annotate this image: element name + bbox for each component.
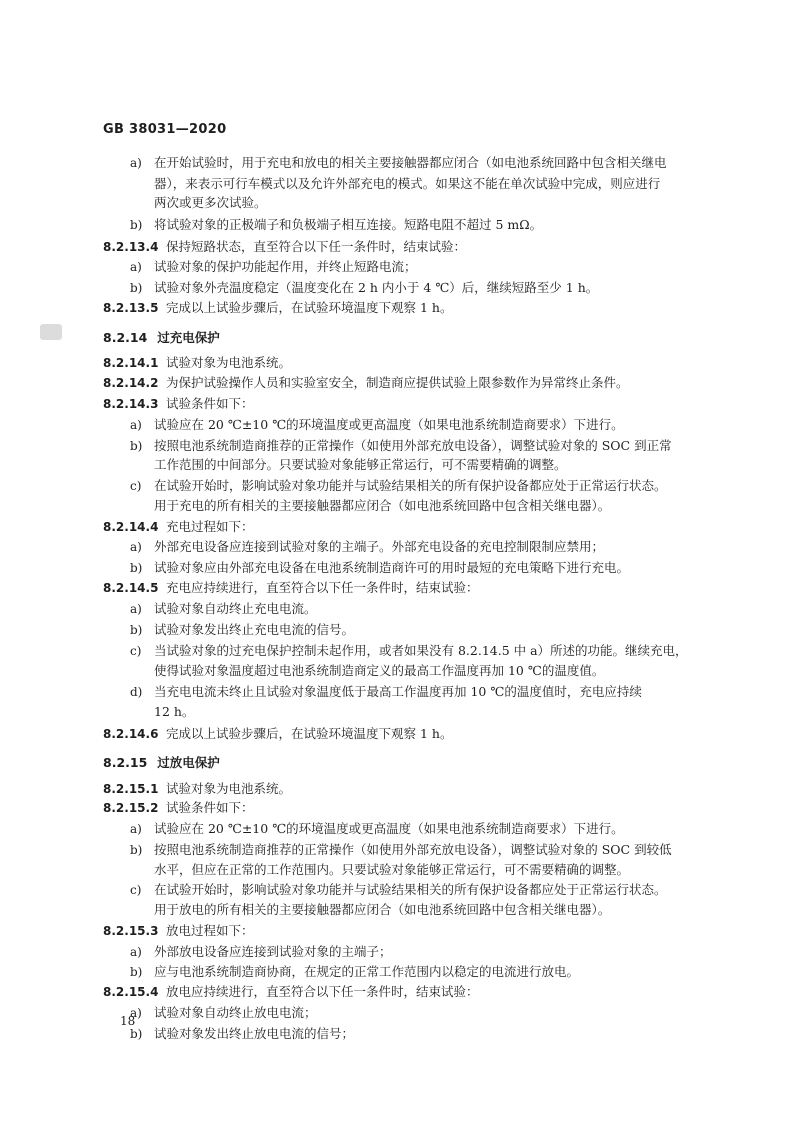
list-marker: b) <box>130 439 143 453</box>
list-marker: c) <box>130 479 142 493</box>
list-item-text: 试验对象的保护功能起作用，并终止短路电流； <box>154 259 417 274</box>
list-marker: a) <box>130 156 142 170</box>
list-marker: c) <box>130 883 142 897</box>
continuation-text: 两次或更多次试验。 <box>154 195 267 210</box>
list-marker: d) <box>130 685 143 699</box>
page-number: 18 <box>120 1014 136 1028</box>
continuation-text: 工作范围的中间部分。只要试验对象能够正常运行，可不需要精确的调整。 <box>154 457 567 472</box>
clause-text: 试验条件如下： <box>166 396 254 411</box>
clause-text: 保持短路状态，直至符合以下任一条件时，结束试验： <box>166 239 467 254</box>
list-item-text: 当充电电流未终止且试验对象温度低于最高工作温度再加 10 ℃的温度值时，充电应持续 <box>154 684 642 699</box>
section-title: 过充电保护 <box>157 330 220 345</box>
clause-text: 试验对象为电池系统。 <box>166 355 292 370</box>
clause-number: 8.2.15.3 <box>103 924 159 938</box>
continuation-text: 用于放电的所有相关的主要接触器都应闭合（如电池系统回路中包含相关继电器）。 <box>154 902 611 917</box>
list-item-text: 按照电池系统制造商推荐的正常操作（如使用外部充放电设备），调整试验对象的 SOC 到正常 <box>154 438 672 453</box>
clause-number: 8.2.14.3 <box>103 397 159 411</box>
clause-text: 试验条件如下： <box>166 800 254 815</box>
clause-text: 为保护试验操作人员和实验室安全，制造商应提供试验上限参数作为异常终止条件。 <box>166 375 629 390</box>
list-marker: a) <box>130 418 142 432</box>
list-marker: a) <box>130 540 142 554</box>
list-item-text: 试验对象发出终止放电电流的信号； <box>154 1026 355 1041</box>
list-item-text: 在试验开始时，影响试验对象功能并与试验结果相关的所有保护设备都应处于正常运行状态。 <box>154 882 667 897</box>
list-marker: b) <box>130 843 143 857</box>
continuation-text: 使得试验对象温度超过电池系统制造商定义的最高工作温度再加 10 ℃的温度值。 <box>154 663 605 678</box>
continuation-text: 12 h。 <box>154 704 195 719</box>
list-item-text: 将试验对象的正极端子和负极端子相互连接。短路电阻不超过 5 mΩ。 <box>154 217 543 232</box>
list-marker: b) <box>130 1027 143 1041</box>
clause-number: 8.2.15.2 <box>103 801 159 815</box>
list-item-text: 当试验对象的过充电保护控制未起作用，或者如果没有 8.2.14.5 中 a）所述的功能。继续充电， <box>154 643 688 658</box>
watermark-stamp <box>40 324 62 340</box>
clause-text: 完成以上试验步骤后，在试验环境温度下观察 1 h。 <box>166 726 453 741</box>
clause-text: 放电应持续进行，直至符合以下任一条件时，结束试验： <box>166 984 479 999</box>
clause-text: 试验对象为电池系统。 <box>166 781 292 796</box>
list-item-text: 试验对象自动终止放电电流； <box>154 1005 317 1020</box>
list-item-text: 试验对象发出终止充电电流的信号。 <box>154 622 355 637</box>
clause-number: 8.2.14.2 <box>103 376 159 390</box>
section-title: 过放电保护 <box>157 755 220 770</box>
clause-number: 8.2.14.1 <box>103 356 159 370</box>
list-item-text: 试验应在 20 ℃±10 ℃的环境温度或更高温度（如果电池系统制造商要求）下进行。 <box>154 821 624 836</box>
list-marker: a) <box>130 602 142 616</box>
clause-text: 充电应持续进行，直至符合以下任一条件时，结束试验： <box>166 580 479 595</box>
list-marker: b) <box>130 965 143 979</box>
list-marker: a) <box>130 260 142 274</box>
list-marker: b) <box>130 281 143 295</box>
list-item-text: 应与电池系统制造商协商，在规定的正常工作范围内以稳定的电流进行放电。 <box>154 964 580 979</box>
list-item-text: 外部放电设备应连接到试验对象的主端子； <box>154 944 392 959</box>
section-number: 8.2.15 <box>103 755 148 770</box>
clause-text: 充电过程如下： <box>166 519 254 534</box>
clause-number: 8.2.15.4 <box>103 985 159 999</box>
clause-number: 8.2.14.4 <box>103 520 159 534</box>
list-item-text: 试验应在 20 ℃±10 ℃的环境温度或更高温度（如果电池系统制造商要求）下进行。 <box>154 417 624 432</box>
clause-number: 8.2.14.5 <box>103 581 159 595</box>
list-item-text: 试验对象外壳温度稳定（温度变化在 2 h 内小于 4 ℃）后，继续短路至少 1 h。 <box>154 280 599 295</box>
clause-number: 8.2.13.4 <box>103 240 159 254</box>
clause-number: 8.2.13.5 <box>103 301 159 315</box>
list-item-text: 按照电池系统制造商推荐的正常操作（如使用外部充放电设备），调整试验对象的 SOC 到较低 <box>154 842 672 857</box>
continuation-text: 用于充电的所有相关的主要接触器都应闭合（如电池系统回路中包含相关继电器）。 <box>154 498 611 513</box>
section-number: 8.2.14 <box>103 330 148 345</box>
list-item-text: 在试验开始时，影响试验对象功能并与试验结果相关的所有保护设备都应处于正常运行状态。 <box>154 478 667 493</box>
section-heading <box>103 753 220 771</box>
list-item-text: 试验对象应由外部充电设备在电池系统制造商许可的用时最短的充电策略下进行充电。 <box>154 560 630 575</box>
list-item-text: 试验对象自动终止充电电流。 <box>154 601 317 616</box>
continuation-text: 水平，但应在正常的工作范围内。只要试验对象能够正常运行，可不需要精确的调整。 <box>154 862 630 877</box>
list-item-text: 外部充电设备应连接到试验对象的主端子。外部充电设备的充电控制限制应禁用； <box>154 539 605 554</box>
list-marker: a) <box>130 1006 142 1020</box>
list-marker: b) <box>130 561 143 575</box>
list-marker: b) <box>130 218 143 232</box>
list-item-text: 在开始试验时，用于充电和放电的相关主要接触器都应闭合（如电池系统回路中包含相关继电 <box>154 155 667 170</box>
section-heading <box>103 328 220 346</box>
clause-number: 8.2.14.6 <box>103 727 159 741</box>
list-marker: a) <box>130 945 142 959</box>
list-marker: b) <box>130 623 143 637</box>
continuation-text: 器），来表示可行车模式以及允许外部充电的模式。如果这不能在单次试验中完成，则应进行 <box>154 176 661 191</box>
clause-text: 完成以上试验步骤后，在试验环境温度下观察 1 h。 <box>166 300 453 315</box>
list-marker: a) <box>130 822 142 836</box>
list-marker: c) <box>130 644 142 658</box>
standard-code: GB 38031—2020 <box>103 122 227 137</box>
clause-number: 8.2.15.1 <box>103 782 159 796</box>
clause-text: 放电过程如下： <box>166 923 254 938</box>
